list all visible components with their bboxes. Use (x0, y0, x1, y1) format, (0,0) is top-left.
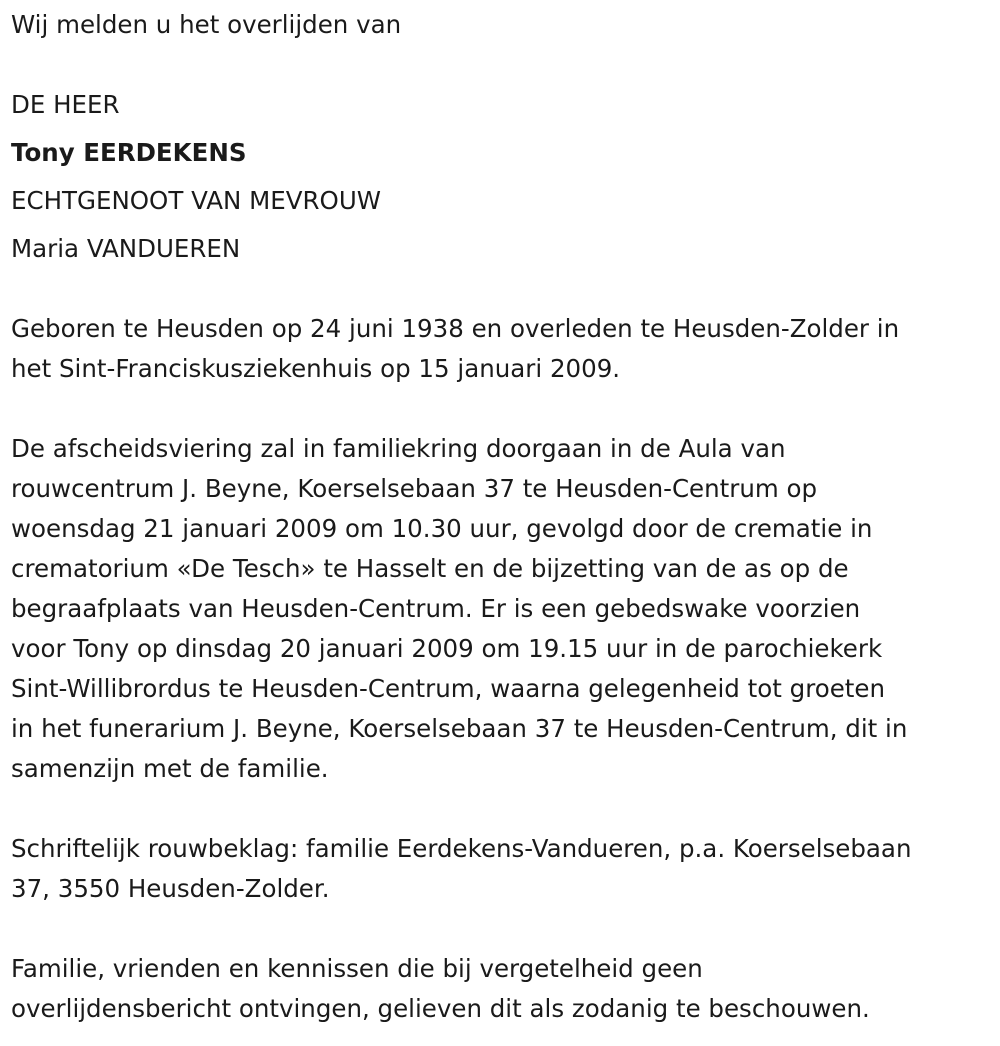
ceremony-line: voor Tony op dinsdag 20 januari 2009 om 19.15 uur in de parochiekerk (11, 634, 883, 663)
relation-text: ECHTGENOOT VAN MEVROUW (11, 186, 382, 215)
ceremony-line: Sint-Willibrordus te Heusden-Centrum, waarna gelegenheid tot groeten (11, 674, 885, 703)
ceremony-line: in het funerarium J. Beyne, Koerselsebaan 37 te Heusden-Centrum, dit in (11, 714, 908, 743)
closing-line: overlijdensbericht ontvingen, gelieven dit als zodanig te beschouwen. (11, 994, 870, 1023)
ceremony-line: crematorium «De Tesch» te Hasselt en de bijzetting van de as op de (11, 554, 849, 583)
condolences-line: 37, 3550 Heusden-Zolder. (11, 874, 330, 903)
ceremony-line: De afscheidsviering zal in familiekring doorgaan in de Aula van (11, 434, 786, 463)
ceremony-line: woensdag 21 januari 2009 om 10.30 uur, gevolgd door de crematie in (11, 514, 873, 543)
birth-death-line: het Sint-Franciskusziekenhuis op 15 januari 2009. (11, 354, 621, 383)
deceased-name: Tony EERDEKENS (11, 138, 247, 167)
ceremony-line: begraafplaats van Heusden-Centrum. Er is een gebedswake voorzien (11, 594, 861, 623)
birth-death-line: Geboren te Heusden op 24 juni 1938 en overleden te Heusden-Zolder in (11, 314, 900, 343)
closing-line: Familie, vrienden en kennissen die bij vergetelheid geen (11, 954, 703, 983)
intro-text: Wij melden u het overlijden van (11, 10, 402, 39)
ceremony-line: rouwcentrum J. Beyne, Koerselsebaan 37 te Heusden-Centrum op (11, 474, 818, 503)
spouse-name: Maria VANDUEREN (11, 234, 241, 263)
ceremony-line: samenzijn met de familie. (11, 754, 329, 783)
condolences-line: Schriftelijk rouwbeklag: familie Eerdekens-Vandueren, p.a. Koerselsebaan (11, 834, 912, 863)
title-text: DE HEER (11, 90, 120, 119)
